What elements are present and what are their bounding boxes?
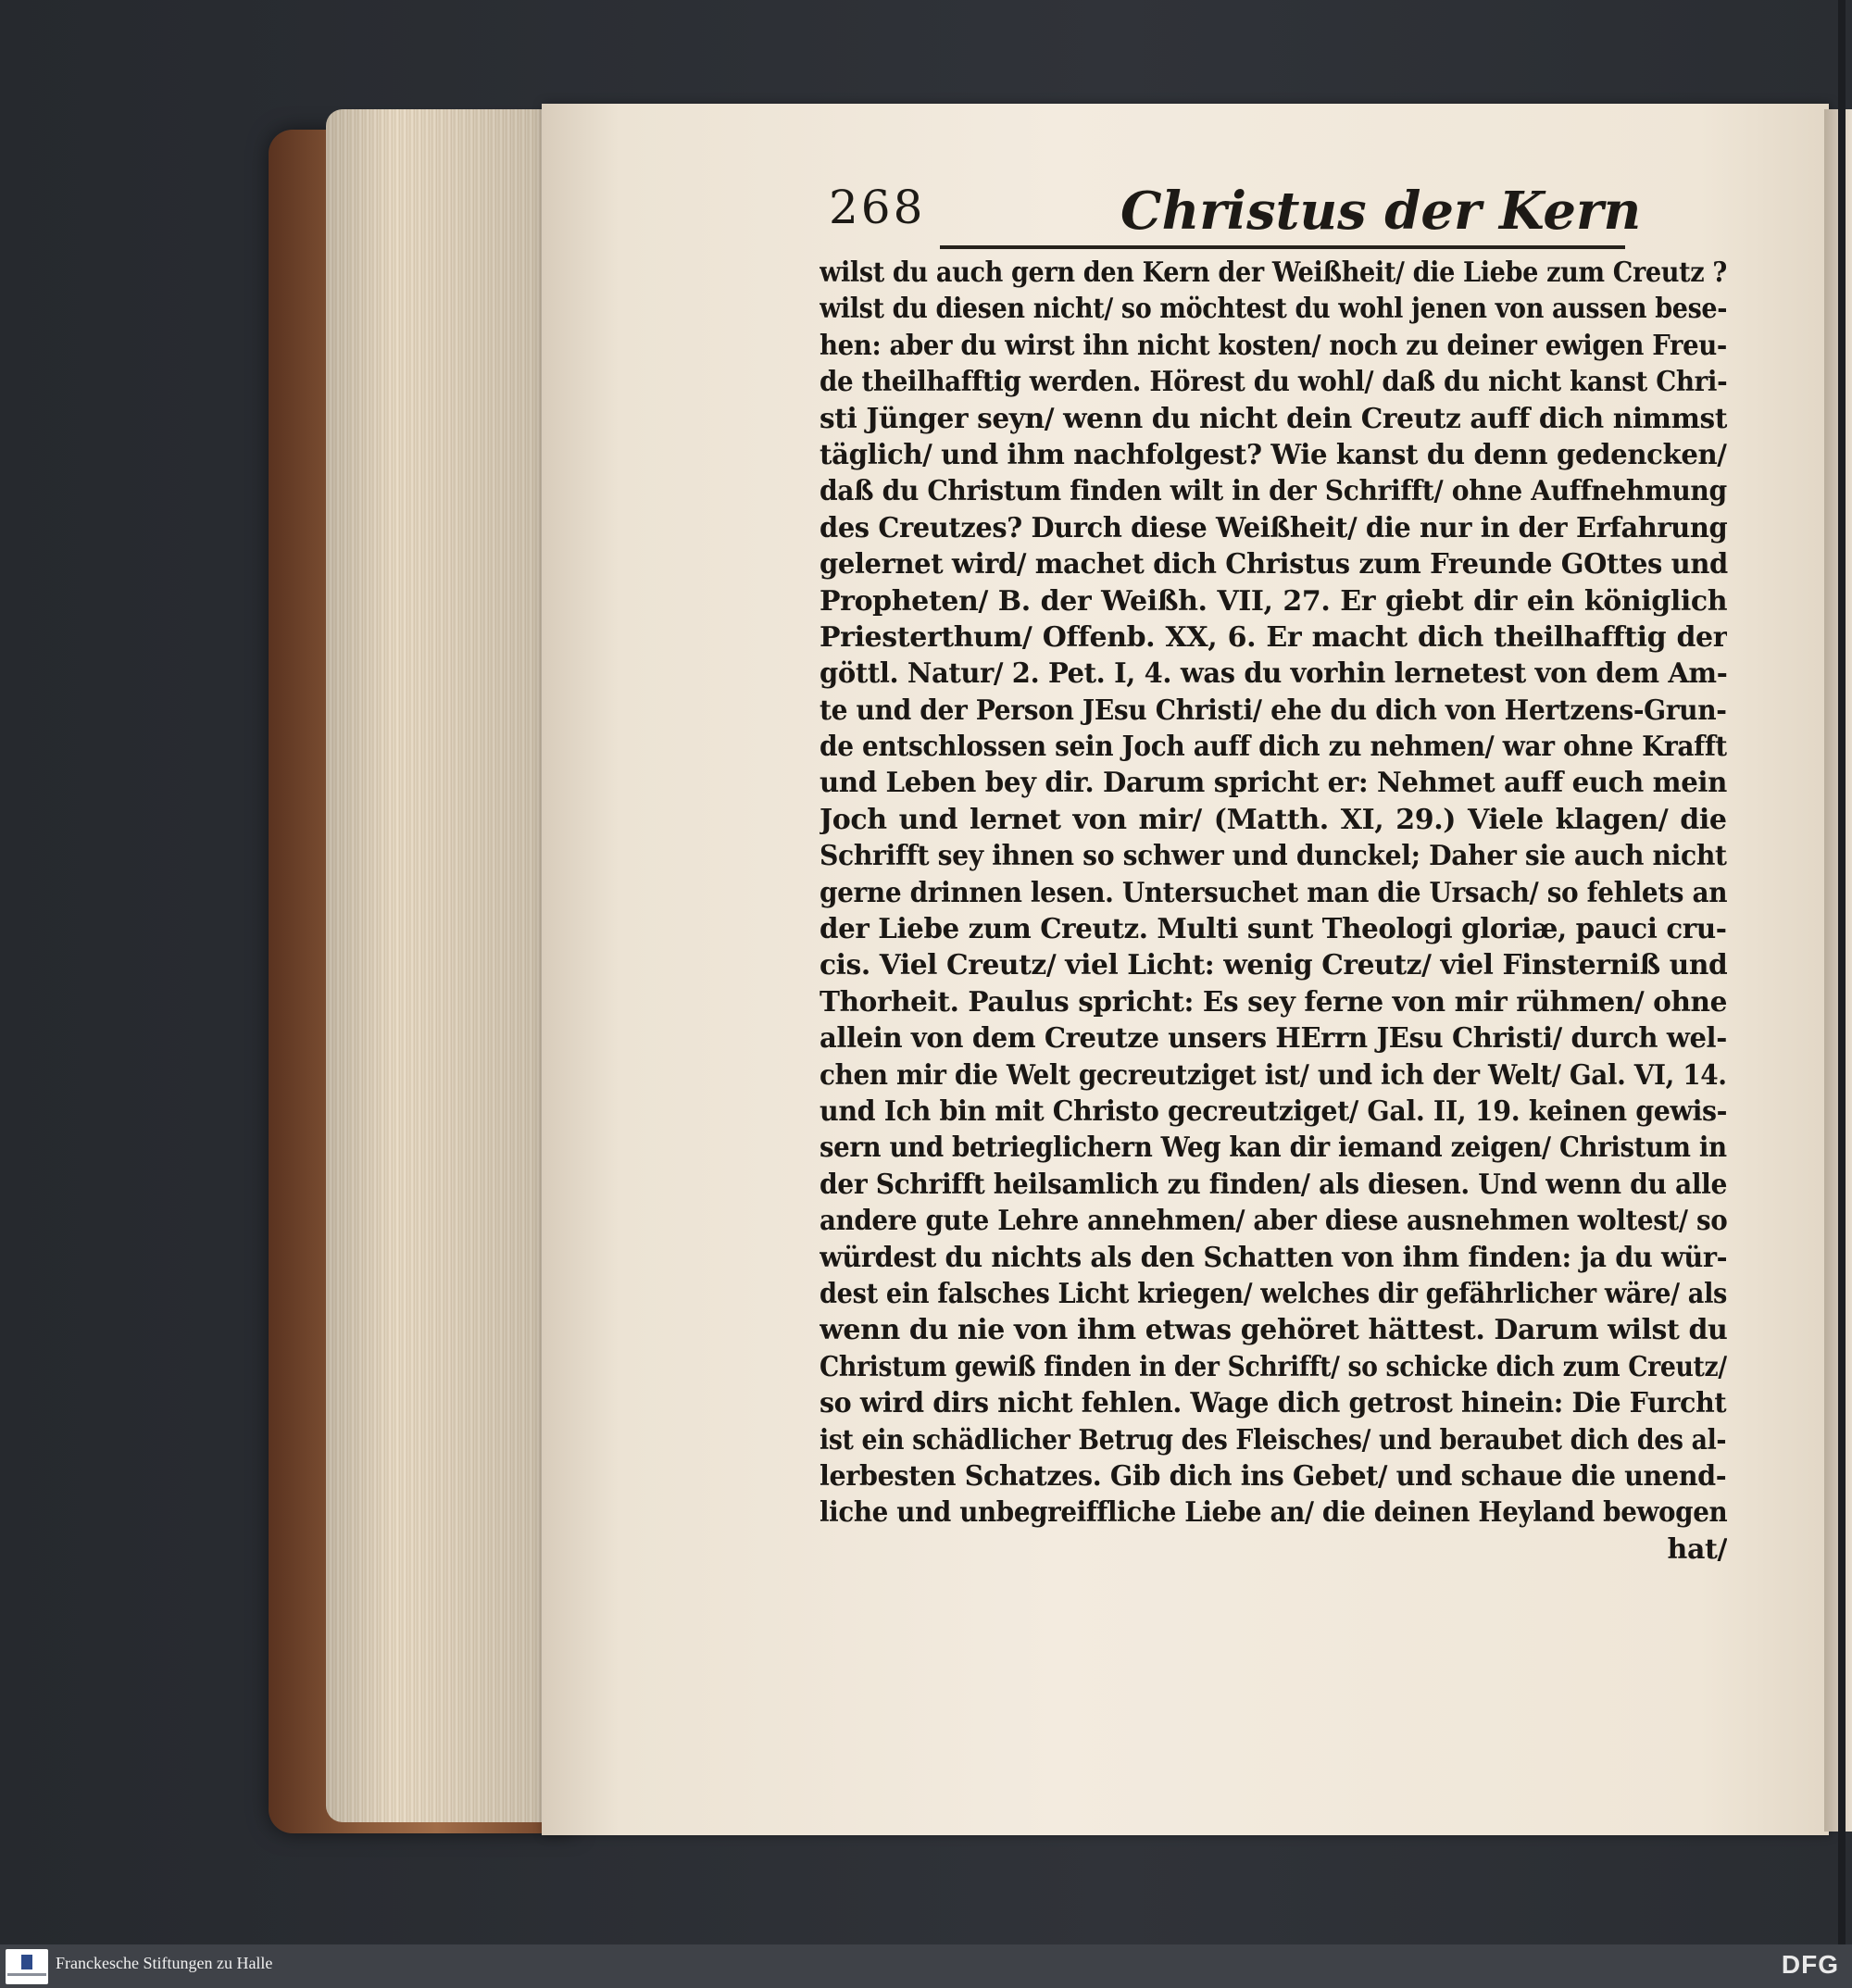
logo-text-stripe: [7, 1973, 46, 1976]
text-line: liche und unbegreiffliche Liebe an/ die deinen Heyland bewogen: [820, 1496, 1728, 1530]
text-line: wilst du diesen nicht/ so möchtest du wohl jenen von aussen bese-: [820, 293, 1728, 326]
running-title: Christus der Kern: [1120, 181, 1642, 242]
footer-bar: [0, 1944, 1852, 1988]
text-line: sern und betrieglichern Weg kan dir iemand zeigen/ Christum in: [820, 1132, 1727, 1165]
logo-mark: [21, 1955, 32, 1969]
text-line: gelernet wird/ machet dich Christus zum Freunde GOttes und: [820, 548, 1728, 581]
text-line: Priesterthum/ Offenb. XX, 6. Er macht dich theilhafftig der: [820, 620, 1727, 654]
body-text: [820, 255, 1727, 1568]
running-head: [829, 181, 1718, 255]
header-rule: [940, 245, 1625, 249]
text-line: gerne drinnen lesen. Untersuchet man die Ursach/ so fehlets an: [820, 876, 1728, 909]
text-line: wenn du nie von ihm etwas gehöret hättest. Darum wilst du: [820, 1314, 1728, 1347]
text-line: lerbesten Schatzes. Gib dich ins Gebet/ und schaue die unend-: [820, 1459, 1727, 1493]
text-line: Schrifft sey ihnen so schwer und dunckel; Daher sie auch nicht: [820, 840, 1727, 873]
text-line: de entschlossen sein Joch auff dich zu nehmen/ war ohne Krafft: [820, 731, 1727, 764]
text-line: andere gute Lehre annehmen/ aber diese ausnehmen woltest/ so: [820, 1205, 1728, 1238]
text-line: wilst du auch gern den Kern der Weißheit/ die Liebe zum Creutz ?: [820, 256, 1727, 289]
text-line: und Ich bin mit Christo gecreutziget/ Gal. II, 19. keinen gewis-: [820, 1094, 1728, 1128]
footer-owner: Franckesche Stiftungen zu Halle: [56, 1954, 273, 1972]
text-line: cis. Viel Creutz/ viel Licht: wenig Creutz/ viel Finsterniß und: [820, 949, 1728, 982]
text-line: Thorheit. Paulus spricht: Es sey ferne von mir rühmen/ ohne: [820, 985, 1728, 1019]
text-line: so wird dirs nicht fehlen. Wage dich getrost hinein: Die Furcht: [820, 1387, 1727, 1420]
page-number: 268: [829, 181, 926, 234]
page-edges: [326, 109, 557, 1822]
institution-logo-icon[interactable]: [6, 1949, 48, 1984]
text-line: der Schrifft heilsamlich zu finden/ als diesen. Und wenn du alle: [820, 1168, 1727, 1201]
text-line: allein von dem Creutze unsers HErrn JEsu Christi/ durch wel-: [820, 1022, 1727, 1056]
text-line: Joch und lernet von mir/ (Matth. XI, 29.) Viele klagen/ die: [820, 803, 1727, 836]
text-line: ist ein schädlicher Betrug des Fleisches/ und beraubet dich des al-: [820, 1423, 1727, 1457]
text-line: täglich/ und ihm nachfolgest? Wie kanst du denn gedencken/: [820, 438, 1727, 471]
text-line: daß du Christum finden wilt in der Schrifft/ ohne Auffnehmung: [820, 475, 1727, 508]
page-ribbon: [1838, 0, 1846, 1944]
text-line: hen: aber du wirst ihn nicht kosten/ noch zu deiner ewigen Freu-: [820, 329, 1727, 362]
text-line: Propheten/ B. der Weißh. VII, 27. Er giebt dir ein königlich: [820, 584, 1727, 618]
text-line: chen mir die Welt gecreutziget ist/ und ich der Welt/ Gal. VI, 14.: [820, 1058, 1727, 1092]
catchword: hat/: [1667, 1532, 1727, 1566]
text-line: sti Jünger seyn/ wenn du nicht dein Creutz auff dich nimmst: [820, 402, 1728, 435]
text-line: dest ein falsches Licht kriegen/ welches dir gefährlicher wäre/ als: [820, 1277, 1728, 1310]
text-line: würdest du nichts als den Schatten von ihm finden: ja du wür-: [820, 1241, 1728, 1274]
dfg-logo[interactable]: DFG: [1781, 1950, 1839, 1979]
text-line: des Creutzes? Durch diese Weißheit/ die nur in der Erfahrung: [820, 511, 1728, 544]
text-line: göttl. Natur/ 2. Pet. I, 4. was du vorhin lernetest von dem Am-: [820, 657, 1728, 691]
text-line: de theilhafftig werden. Hörest du wohl/ daß du nicht kanst Chri-: [820, 366, 1728, 399]
text-line: te und der Person JEsu Christi/ ehe du dich von Hertzens-Grun-: [820, 694, 1727, 727]
text-line: Christum gewiß finden in der Schrifft/ so schicke dich zum Creutz/: [820, 1350, 1727, 1383]
text-line: und Leben bey dir. Darum spricht er: Nehmet auff euch mein: [820, 767, 1727, 800]
text-line: der Liebe zum Creutz. Multi sunt Theologi gloriæ, pauci cru-: [820, 913, 1727, 946]
